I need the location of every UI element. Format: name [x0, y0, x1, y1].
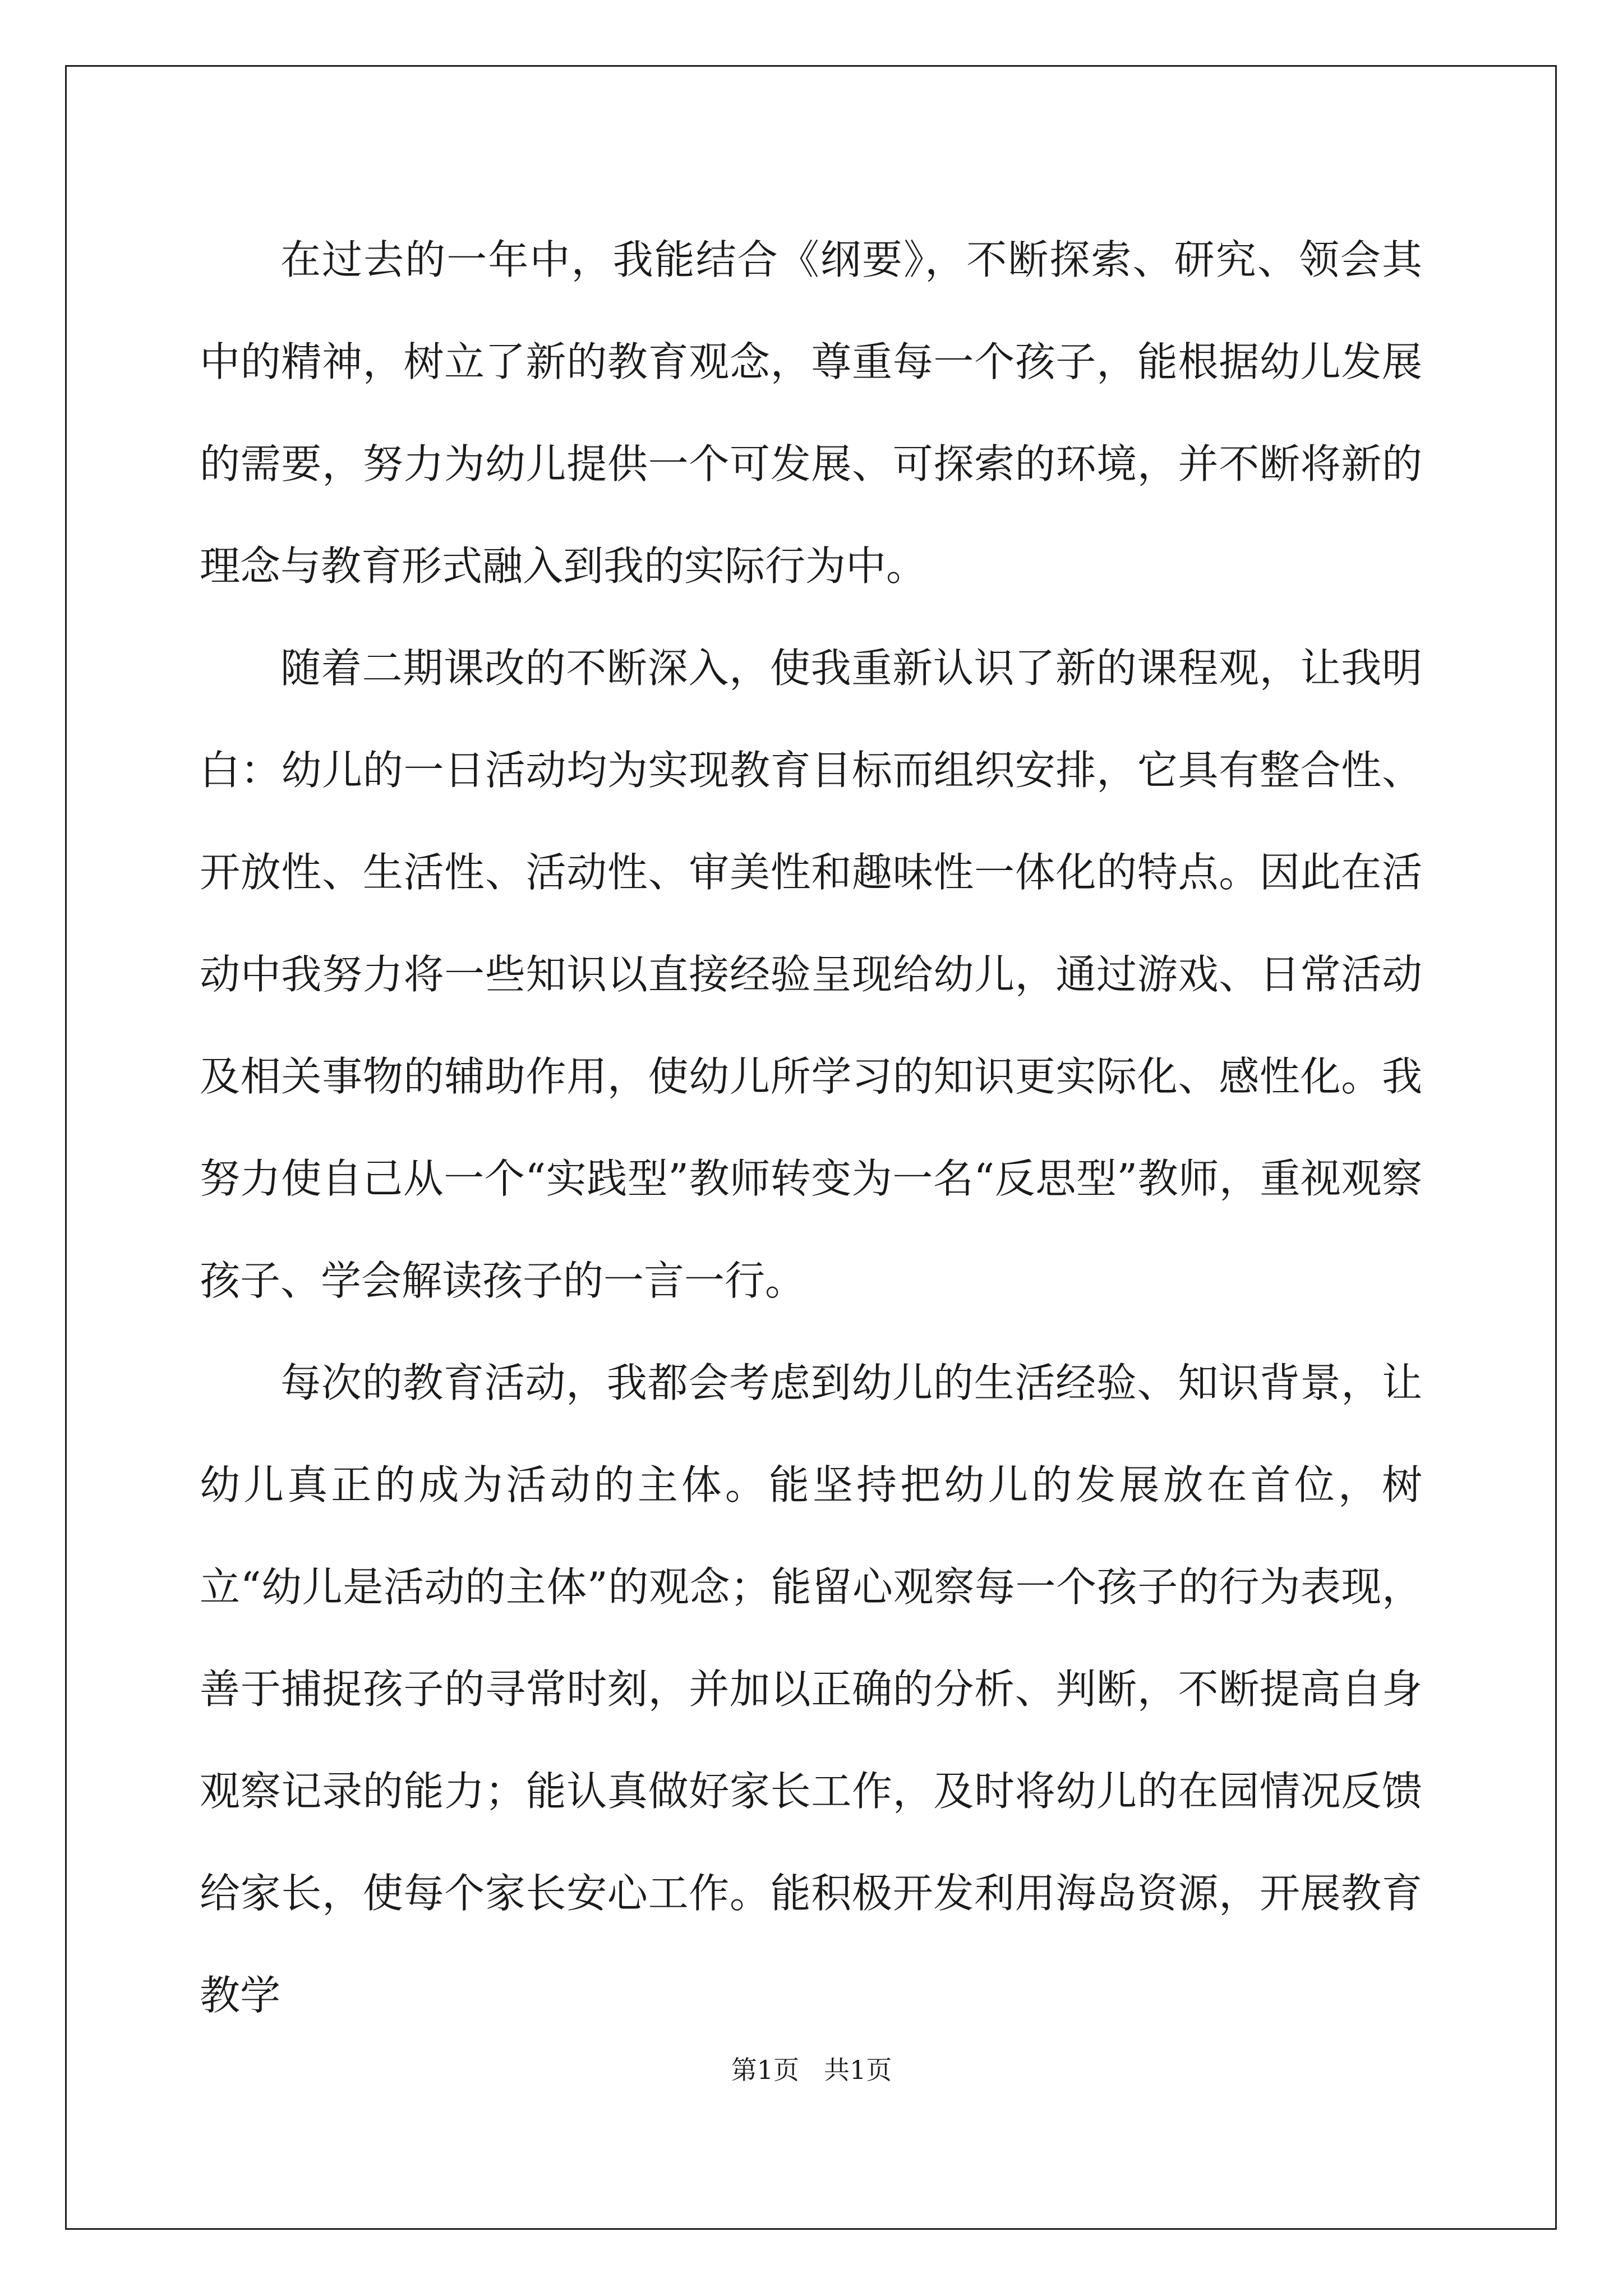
paragraph-2: 随着二期课改的不断深入，使我重新认识了新的课程观，让我明白：幼儿的一日活动均为实现教育目标而组织安排，它具有整合性、开放性、生活性、活动性、审美性和趣味性一体化的特点。因此在活动中我努力将一些知识以直接经验呈现给幼儿，通过游戏、日常活动及相关事物的辅助作用，使幼儿所学习的知识更实际化、感性化。我努力使自己从一个“实践型”教师转变为一名“反思型”教师，重视观察孩子、学会解读孩子的一言一行。: [200, 645, 1422, 1304]
paragraph-1: 在过去的一年中，我能结合《纲要》，不断探索、研究、领会其中的精神，树立了新的教育观念，尊重每一个孩子，能根据幼儿发展的需要，努力为幼儿提供一个可发展、可探索的环境，并不断将新的理念与教育形式融入到我的实际行为中。: [200, 236, 1422, 590]
page-footer: [0, 2053, 1623, 2087]
document-body: [200, 209, 1422, 2046]
page-number: 第1页: [731, 2055, 800, 2085]
page-total: 共1页: [823, 2055, 892, 2085]
footer-spacer: [799, 2055, 824, 2085]
paragraph-3: 每次的教育活动，我都会考虑到幼儿的生活经验、知识背景，让幼儿真正的成为活动的主体。能坚持把幼儿的发展放在首位，树立“幼儿是活动的主体”的观念；能留心观察每一个孩子的行为表现，善于捕捉孩子的寻常时刻，并加以正确的分析、判断，不断提高自身观察记录的能力；能认真做好家长工作，及时将幼儿的在园情况反馈给家长，使每个家长安心工作。能积极开发利用海岛资源，开展教育教学: [200, 1359, 1422, 2019]
